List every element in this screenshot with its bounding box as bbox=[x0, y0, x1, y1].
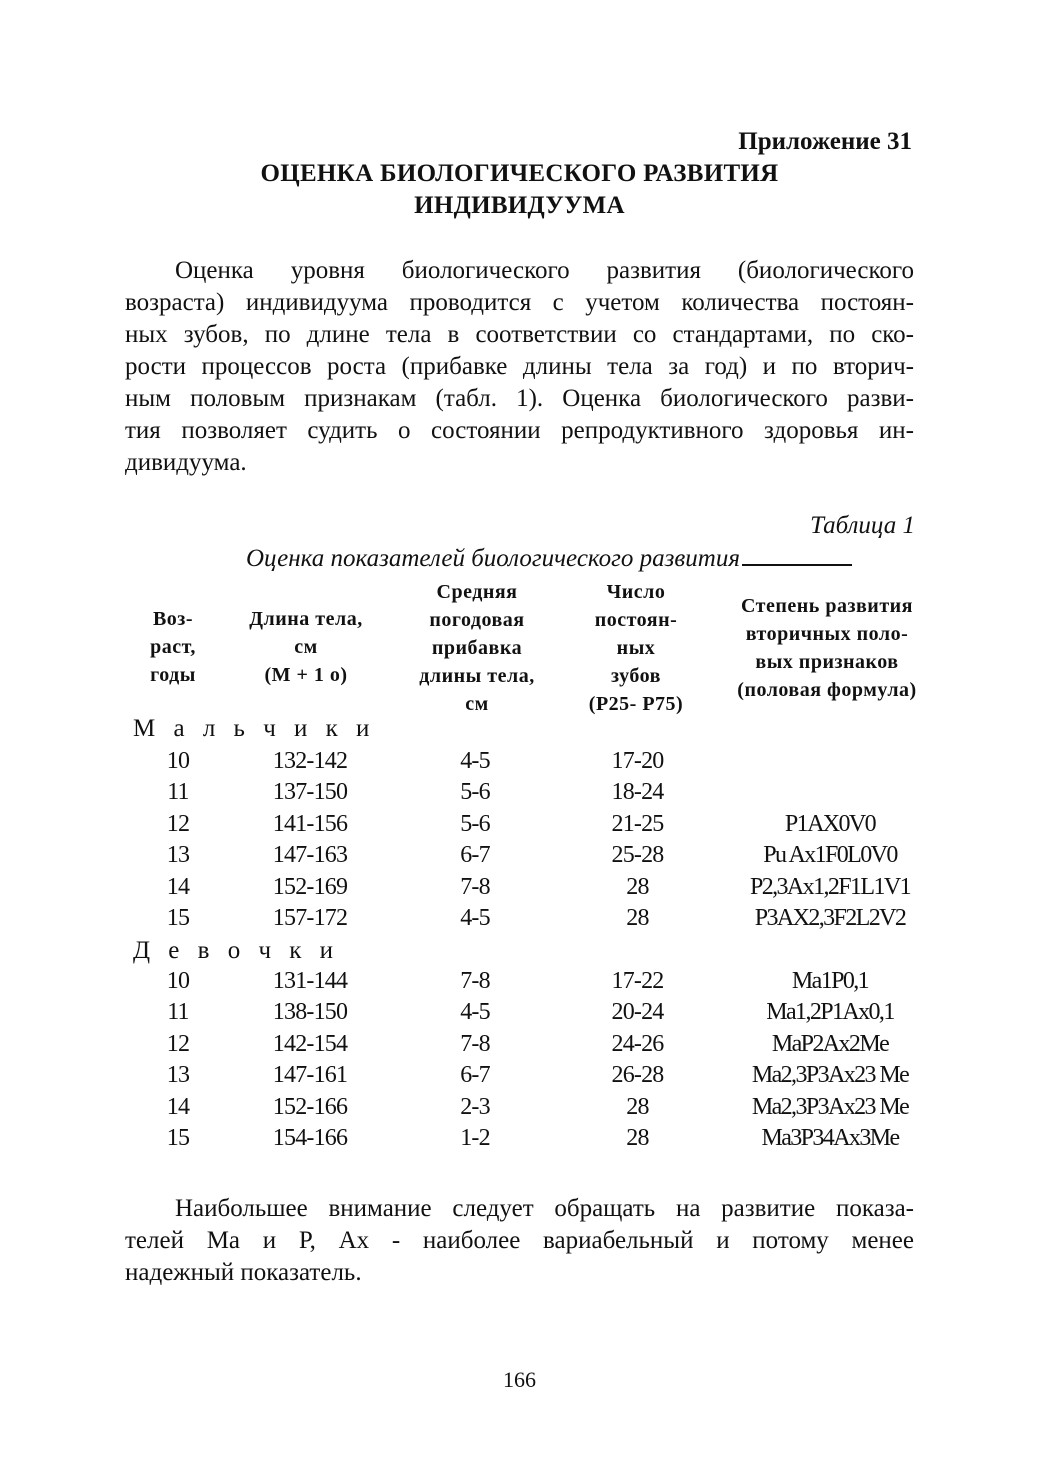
header-line: Степень развития bbox=[740, 595, 914, 617]
cell-formula: Pu Ax1F0L0V0 bbox=[763, 842, 897, 868]
header-line: вых признаков bbox=[755, 651, 899, 673]
group-label-girls: Д е в о ч к и bbox=[133, 937, 340, 964]
cell-age: 10 bbox=[166, 748, 190, 774]
paragraph-line: возраста) индивидуума проводится с учетом количества постоян- bbox=[125, 289, 914, 316]
header-line: раст, bbox=[150, 636, 196, 658]
cell-teeth: 24-26 bbox=[611, 1031, 664, 1057]
cell-age: 12 bbox=[166, 1031, 190, 1057]
cell-formula: Ma1P0,1 bbox=[791, 968, 869, 994]
table-row bbox=[0, 779, 1039, 810]
cell-increment: 6-7 bbox=[460, 1062, 490, 1088]
cell-teeth: 17-20 bbox=[611, 748, 664, 774]
paragraph-line: телей Ма и Р, Ах - наиболее вариабельный и потому менее bbox=[125, 1227, 914, 1254]
cell-formula: Ma2,3P3Ax23 Me bbox=[751, 1062, 909, 1088]
cell-length: 147-161 bbox=[272, 1062, 348, 1088]
page-number: 166 bbox=[503, 1367, 536, 1392]
cell-age: 14 bbox=[166, 874, 190, 900]
cell-increment: 6-7 bbox=[460, 842, 490, 868]
appendix-label: Приложение 31 bbox=[738, 128, 912, 155]
table-row bbox=[0, 748, 1039, 779]
header-line: Средняя bbox=[436, 581, 518, 603]
cell-length: 147-163 bbox=[272, 842, 348, 868]
header-line: (Р25- Р75) bbox=[588, 693, 684, 715]
paragraph-line: тия позволяет судить о состоянии репродуктивного здоровья ин- bbox=[125, 417, 914, 444]
cell-formula: Ma3P34Ax3Me bbox=[761, 1125, 899, 1151]
cell-length: 152-169 bbox=[272, 874, 348, 900]
header-line: см bbox=[294, 636, 318, 658]
table-row bbox=[0, 905, 1039, 936]
cell-age: 12 bbox=[166, 811, 190, 837]
cell-teeth: 20-24 bbox=[611, 999, 664, 1025]
header-line: (М + 1 о) bbox=[264, 664, 348, 686]
cell-teeth: 25-28 bbox=[611, 842, 664, 868]
cell-teeth: 28 bbox=[626, 1094, 649, 1120]
table-row bbox=[0, 874, 1039, 905]
header-length bbox=[222, 605, 390, 689]
table-caption bbox=[246, 545, 852, 573]
cell-length: 137-150 bbox=[272, 779, 348, 805]
table-row bbox=[0, 968, 1039, 999]
cell-increment: 7-8 bbox=[460, 968, 490, 994]
paragraph-line: ным половым признакам (табл. 1). Оценка биологического разви- bbox=[125, 385, 914, 412]
cell-formula: P1AX0V0 bbox=[784, 811, 876, 837]
cell-increment: 4-5 bbox=[460, 905, 490, 931]
table-row bbox=[0, 1094, 1039, 1125]
table-label: Таблица 1 bbox=[810, 512, 915, 539]
cell-increment: 4-5 bbox=[460, 748, 490, 774]
cell-length: 157-172 bbox=[272, 905, 348, 931]
cell-age: 11 bbox=[167, 779, 189, 805]
cell-teeth: 18-24 bbox=[611, 779, 664, 805]
caption-underline bbox=[742, 546, 852, 566]
cell-teeth: 28 bbox=[626, 874, 649, 900]
cell-teeth: 26-28 bbox=[611, 1062, 664, 1088]
cell-increment: 4-5 bbox=[460, 999, 490, 1025]
paragraph-line: Оценка уровня биологического развития (биологического bbox=[175, 257, 914, 284]
closing-paragraph bbox=[125, 1193, 914, 1289]
header-age bbox=[128, 605, 218, 689]
paragraph-line: дивидуума. bbox=[125, 449, 247, 476]
header-line: см bbox=[465, 693, 489, 715]
cell-length: 132-142 bbox=[272, 748, 348, 774]
header-line: Число bbox=[606, 581, 666, 603]
header-line: прибавка bbox=[431, 637, 523, 659]
table-row bbox=[0, 811, 1039, 842]
table-row bbox=[0, 1062, 1039, 1093]
cell-age: 14 bbox=[166, 1094, 190, 1120]
table-row bbox=[0, 999, 1039, 1030]
intro-paragraph bbox=[125, 255, 914, 479]
cell-age: 13 bbox=[166, 1062, 190, 1088]
cell-length: 131-144 bbox=[272, 968, 348, 994]
table-caption-text: Оценка показателей биологического развития bbox=[246, 545, 740, 572]
header-line: Длина тела, bbox=[249, 608, 363, 630]
table-row bbox=[0, 1125, 1039, 1156]
cell-formula: Ma1,2P1Ax0,1 bbox=[766, 999, 894, 1025]
paragraph-line: рости процессов роста (прибавке длины тела за год) и по вторич- bbox=[125, 353, 914, 380]
header-line: зубов bbox=[611, 665, 661, 687]
header-line: годы bbox=[150, 664, 196, 686]
header-line: постоян- bbox=[594, 609, 678, 631]
cell-increment: 2-3 bbox=[460, 1094, 490, 1120]
cell-increment: 7-8 bbox=[460, 874, 490, 900]
cell-length: 142-154 bbox=[272, 1031, 348, 1057]
header-line: Воз- bbox=[152, 608, 194, 630]
cell-teeth: 28 bbox=[626, 1125, 649, 1151]
header-line: ных bbox=[616, 637, 656, 659]
cell-length: 141-156 bbox=[272, 811, 348, 837]
cell-teeth: 21-25 bbox=[611, 811, 664, 837]
cell-increment: 5-6 bbox=[460, 779, 490, 805]
cell-length: 152-166 bbox=[272, 1094, 348, 1120]
cell-increment: 7-8 bbox=[460, 1031, 490, 1057]
cell-age: 11 bbox=[167, 999, 189, 1025]
header-sex-development bbox=[704, 592, 950, 704]
cell-formula: P2,3Ax1,2F1L1V1 bbox=[749, 874, 911, 900]
page-title-line-1: ОЦЕНКА БИОЛОГИЧЕСКОГО РАЗВИТИЯ bbox=[260, 160, 779, 187]
cell-formula: MaP2Ax2Me bbox=[771, 1031, 889, 1057]
group-label-boys: М а л ь ч и к и bbox=[133, 715, 376, 742]
paragraph-line: ных зубов, по длине тела в соответствии со стандартами, по ско- bbox=[125, 321, 914, 348]
cell-age: 13 bbox=[166, 842, 190, 868]
header-teeth bbox=[571, 578, 701, 718]
cell-age: 15 bbox=[166, 1125, 190, 1151]
cell-teeth: 28 bbox=[626, 905, 649, 931]
header-increment bbox=[395, 578, 559, 718]
page-title-line-2: ИНДИВИДУУМА bbox=[414, 192, 625, 219]
cell-teeth: 17-22 bbox=[611, 968, 664, 994]
cell-increment: 1-2 bbox=[460, 1125, 490, 1151]
header-line: погодовая bbox=[429, 609, 525, 631]
paragraph-line: Наибольшее внимание следует обращать на развитие показа- bbox=[175, 1195, 914, 1222]
header-line: вторичных поло- bbox=[745, 623, 909, 645]
paragraph-line: надежный показатель. bbox=[125, 1259, 362, 1286]
cell-age: 10 bbox=[166, 968, 190, 994]
header-line: (половая формула) bbox=[737, 679, 917, 701]
cell-length: 154-166 bbox=[272, 1125, 348, 1151]
cell-age: 15 bbox=[166, 905, 190, 931]
table-row bbox=[0, 1031, 1039, 1062]
cell-length: 138-150 bbox=[272, 999, 348, 1025]
cell-increment: 5-6 bbox=[460, 811, 490, 837]
header-line: длины тела, bbox=[419, 665, 535, 687]
cell-formula: Ma2,3P3Ax23 Me bbox=[751, 1094, 909, 1120]
cell-formula: P3AX2,3F2L2V2 bbox=[754, 905, 906, 931]
table-row bbox=[0, 842, 1039, 873]
